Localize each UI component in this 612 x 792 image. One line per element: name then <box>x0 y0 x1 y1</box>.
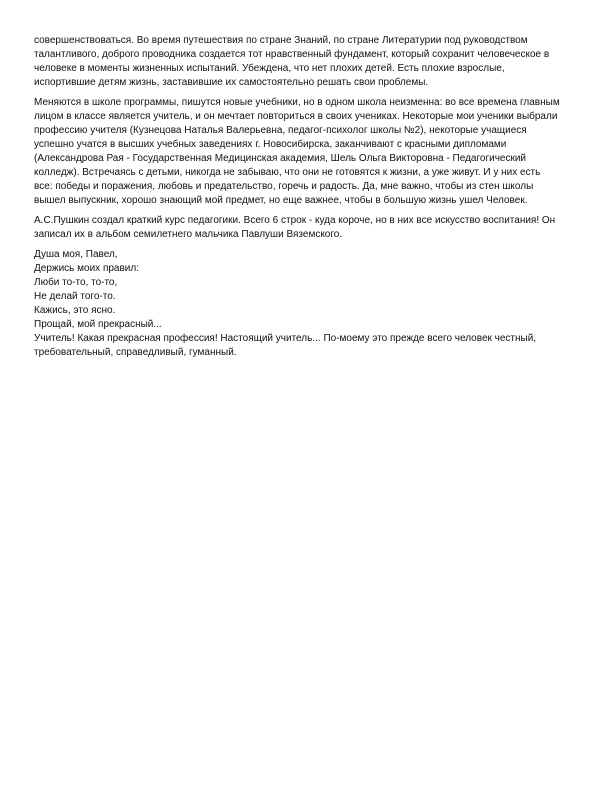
paragraph-closing: Учитель! Какая прекрасная профессия! Настоящий учитель... По-моему это прежде всего человек честный, требовательный, справедливый, гуманный. <box>34 333 537 358</box>
poem-line: Кажись, это ясно. <box>34 305 116 316</box>
poem-line: Не делай того-то. <box>34 291 116 302</box>
poem-line: Душа моя, Павел, <box>34 249 118 260</box>
poem-line: Держись моих правил: <box>34 263 140 274</box>
document-page <box>34 34 584 360</box>
pushkin-poem <box>34 248 584 332</box>
paragraph-school-teacher: Меняются в школе программы, пишутся новые учебники, но в одном школа неизменна: во все времена главным лицом в классе является учитель, и он мечтает повториться в своих учениках. Некоторые мои ученики выбрали профессию учителя (Кузнецова Наталья Валерьевна, педагог-психолог школы №2), некоторые учащиеся успешно учатся в высших учебных заведениях г. Новосибирска, заканчивают с красными дипломами (Александрова Рая - Государственная Медицинская академия, Шель Ольга Викторовна - Педагогический колледж). Встречаясь с детьми, никогда не забываю, что они не готовятся к жизни, а уже живут. И у них есть все: победы и поражения, любовь и предательство, горечь и радость. Да, мне важно, чтобы из стен школы вышел выпускник, хорошо знающий мой предмет, но еще важнее, чтобы в большую жизнь ушел Человек. <box>34 97 560 206</box>
poem-line: Люби то-то, то-то, <box>34 277 118 288</box>
paragraph-pushkin: А.С.Пушкин создал краткий курс педагогики. Всего 6 строк - куда короче, но в них все искусство воспитания! Он записал их в альбом семилетнего мальчика Павлуши Вяземского. <box>34 215 556 240</box>
poem-line: Прощай, мой прекрасный... <box>34 319 162 330</box>
paragraph-journey: совершенствоваться. Во время путешествия по стране Знаний, по стране Литературии под руководством талантливого, доброго проводника создается тот нравственный фундамент, который сохранит человеческое в человеке в моменты жизненных испытаний. Убеждена, что нет плохих детей. Есть плохие взрослые, испортившие детям жизнь, заставившие их самостоятельно решать свои проблемы. <box>34 35 550 88</box>
